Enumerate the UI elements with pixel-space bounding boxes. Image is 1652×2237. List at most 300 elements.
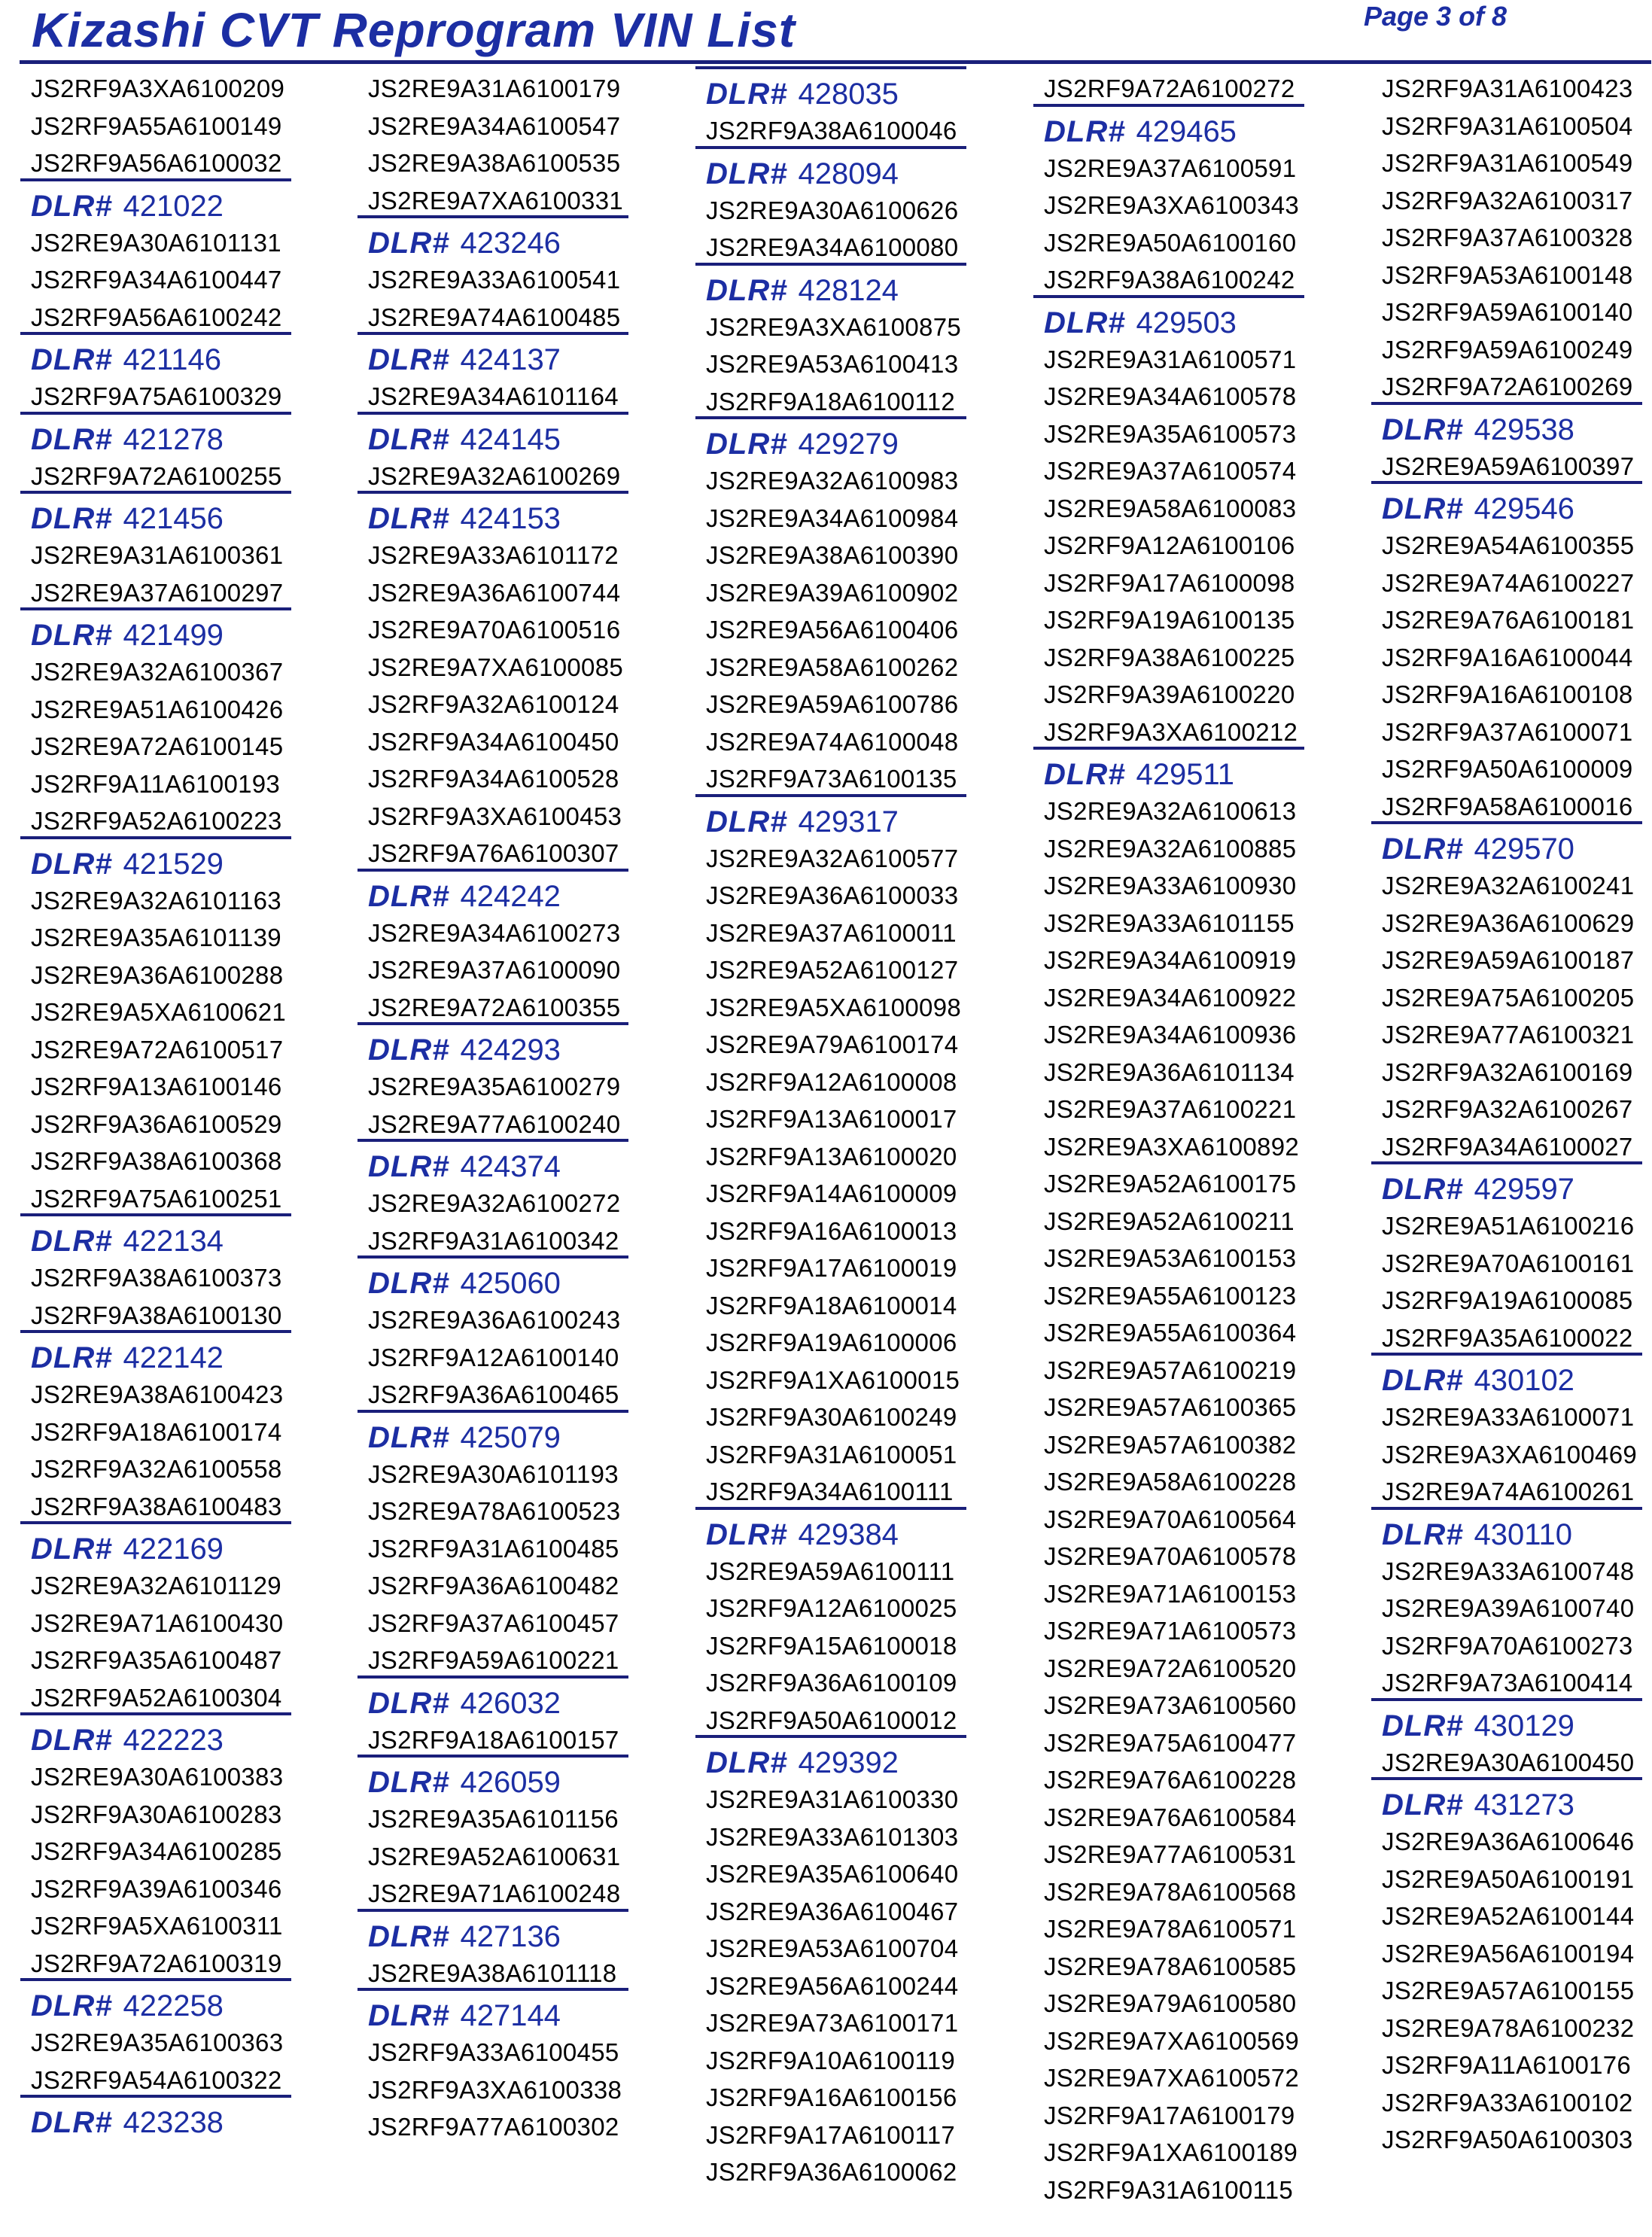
vin-entry: JS2RE9A32A6101129 <box>31 1572 281 1599</box>
vin-entry: JS2RF9A36A6100529 <box>31 1109 282 1138</box>
vin-entry: JS2RE9A33A6101155 <box>1044 908 1295 937</box>
dealer-number: 421022 <box>123 189 224 223</box>
dealer-label: DLR# <box>368 1999 450 2032</box>
vin-entry: JS2RF9A56A6100242 <box>31 303 282 331</box>
dealer-heading <box>20 1220 321 1262</box>
dealer-number: 429538 <box>1474 412 1574 446</box>
dealer-number: 421278 <box>123 422 224 456</box>
dealer-divider <box>1371 481 1642 484</box>
vin-entry: JS2RF9A55A6100149 <box>31 111 282 140</box>
vin-entry: JS2RF9A38A6100368 <box>31 1147 282 1175</box>
vin-entry: JS2RE9A38A6100390 <box>706 541 959 569</box>
vin-entry: JS2RE9A36A6100243 <box>368 1306 621 1334</box>
vin-entry: JS2RF9A54A6100322 <box>31 2065 282 2094</box>
dealer-label: DLR# <box>1382 1517 1464 1551</box>
vin-entry: JS2RE9A35A6101139 <box>31 924 281 951</box>
dealer-label: DLR# <box>1382 1709 1464 1742</box>
vin-entry: JS2RE9A33A6100748 <box>1382 1557 1635 1585</box>
vin-entry: JS2RE9A34A6100919 <box>1044 946 1297 974</box>
vin-entry: JS2RF9A31A6100423 <box>1382 75 1633 102</box>
vin-entry: JS2RE9A36A6100629 <box>1382 908 1635 937</box>
vin-entry: JS2RE9A39A6100902 <box>706 578 959 607</box>
dealer-divider <box>20 1521 291 1524</box>
vin-entry: JS2RF9A38A6100373 <box>31 1264 282 1292</box>
dealer-label: DLR# <box>706 78 788 111</box>
vin-entry: JS2RF9A34A6100447 <box>31 266 282 294</box>
vin-entry: JS2RE9A52A6100631 <box>368 1842 621 1870</box>
vin-entry: JS2RE9A52A6100175 <box>1044 1170 1297 1198</box>
dealer-number: 422258 <box>123 1989 224 2022</box>
vin-entry: JS2RE9A78A6100568 <box>1044 1877 1297 1906</box>
dealer-label: DLR# <box>368 227 450 260</box>
vin-entry: JS2RF9A16A6100044 <box>1382 643 1633 671</box>
vin-entry: JS2RF9A52A6100223 <box>31 807 282 835</box>
vin-entry: JS2RF9A36A6100109 <box>706 1669 957 1697</box>
vin-entry: JS2RF9A70A6100273 <box>1382 1631 1633 1660</box>
vin-entry: JS2RE9A32A6100367 <box>31 658 284 686</box>
vin-entry: JS2RE9A32A6100577 <box>706 844 959 872</box>
dealer-number: 424145 <box>460 422 561 456</box>
dealer-heading <box>357 339 658 381</box>
dealer-number: 426032 <box>460 1686 561 1720</box>
vin-entry: JS2RE9A55A6100364 <box>1044 1319 1297 1347</box>
vin-entry: JS2RE9A39A6100740 <box>1382 1594 1635 1622</box>
vin-entry: JS2RF9A58A6100016 <box>1382 792 1633 820</box>
vin-entry: JS2RE9A31A6100179 <box>368 75 621 102</box>
dealer-number: 429511 <box>1136 758 1234 791</box>
vin-entry: JS2RF9A34A6100111 <box>706 1478 954 1505</box>
vin-entry: JS2RE9A3XA6100469 <box>1382 1440 1638 1469</box>
vin-entry: JS2RE9A76A6100181 <box>1382 606 1635 634</box>
dealer-number: 430110 <box>1474 1517 1572 1551</box>
dealer-divider <box>20 607 291 610</box>
vin-entry: JS2RE9A78A6100232 <box>1382 2013 1635 2042</box>
vin-entry: JS2RE9A76A6100584 <box>1044 1803 1297 1831</box>
vin-entry: JS2RE9A38A6100535 <box>368 149 621 177</box>
dealer-heading <box>357 1916 658 1958</box>
vin-entry: JS2RF9A19A6100006 <box>706 1329 957 1356</box>
dealer-label: DLR# <box>1382 492 1464 525</box>
dealer-number: 430102 <box>1474 1364 1574 1397</box>
dealer-label: DLR# <box>31 502 113 535</box>
dealer-divider <box>357 215 628 218</box>
dealer-label: DLR# <box>31 2106 113 2139</box>
vin-entry: JS2RE9A70A6100578 <box>1044 1542 1297 1570</box>
vin-entry: JS2RE9A58A6100262 <box>706 653 959 681</box>
vin-entry: JS2RE9A79A6100580 <box>1044 1989 1297 2017</box>
dealer-label: DLR# <box>31 189 113 223</box>
dealer-heading <box>1371 1784 1652 1826</box>
dealer-divider <box>357 1022 628 1025</box>
vin-entry: JS2RF9A39A6100346 <box>31 1874 282 1903</box>
vin-entry: JS2RF9A30A6100249 <box>706 1403 957 1431</box>
vin-entry: JS2RE9A37A6100591 <box>1044 154 1297 182</box>
dealer-divider <box>357 1988 628 1991</box>
vin-entry: JS2RF9A19A6100085 <box>1382 1286 1633 1314</box>
dealer-number: 428035 <box>798 78 899 111</box>
dealer-heading <box>695 269 996 312</box>
vin-entry: JS2RF9A18A6100174 <box>31 1417 282 1446</box>
vin-entry: JS2RF9A34A6100528 <box>368 765 619 793</box>
vin-entry: JS2RE9A34A6100080 <box>706 233 959 261</box>
vin-entry: JS2RE9A59A6100111 <box>706 1557 955 1585</box>
vin-entry: JS2RF9A38A6100483 <box>31 1492 282 1520</box>
dealer-number: 426059 <box>460 1766 561 1799</box>
dealer-divider <box>695 416 966 419</box>
vin-entry: JS2RF9A33A6100455 <box>368 2038 619 2066</box>
dealer-divider <box>695 1507 966 1510</box>
dealer-divider <box>357 1139 628 1142</box>
dealer-heading <box>1033 111 1334 153</box>
dealer-label: DLR# <box>368 343 450 376</box>
dealer-heading <box>1033 302 1334 344</box>
vin-entry: JS2RF9A13A6100020 <box>706 1142 957 1170</box>
dealer-label: DLR# <box>368 1919 450 1953</box>
vin-entry: JS2RF9A33A6100102 <box>1382 2088 1633 2117</box>
vin-entry: JS2RE9A73A6100171 <box>706 2009 959 2037</box>
dealer-divider <box>695 66 966 69</box>
vin-entry: JS2RF9A38A6100130 <box>31 1301 282 1329</box>
dealer-label: DLR# <box>368 1267 450 1300</box>
dealer-label: DLR# <box>1382 1364 1464 1397</box>
vin-entry: JS2RE9A78A6100585 <box>1044 1952 1297 1980</box>
vin-entry: JS2RF9A38A6100046 <box>706 117 957 145</box>
dealer-divider <box>357 332 628 335</box>
dealer-divider <box>20 332 291 335</box>
dealer-heading <box>357 418 658 461</box>
dealer-heading <box>695 801 996 843</box>
vin-entry: JS2RF9A18A6100014 <box>706 1291 957 1319</box>
dealer-label: DLR# <box>368 502 450 535</box>
vin-entry: JS2RE9A70A6100564 <box>1044 1505 1297 1533</box>
dealer-number: 421499 <box>123 619 224 652</box>
vin-entry: JS2RE9A77A6100321 <box>1382 1021 1635 1048</box>
dealer-divider <box>20 1213 291 1216</box>
vin-entry: JS2RE9A36A6100744 <box>368 578 621 607</box>
vin-entry: JS2RE9A30A6100383 <box>31 1763 284 1791</box>
vin-entry: JS2RE9A37A6100574 <box>1044 457 1297 485</box>
vin-entry: JS2RE9A38A6101118 <box>368 1959 617 1987</box>
dealer-heading <box>695 1514 996 1556</box>
vin-entry: JS2RE9A32A6100983 <box>706 467 959 495</box>
vin-entry: JS2RE9A34A6100273 <box>368 918 621 947</box>
vin-entry: JS2RF9A12A6100106 <box>1044 531 1295 559</box>
dealer-heading <box>20 418 321 461</box>
dealer-divider <box>695 263 966 266</box>
vin-entry: JS2RE9A59A6100187 <box>1382 946 1635 974</box>
dealer-label: DLR# <box>368 1033 450 1067</box>
dealer-number: 421456 <box>123 502 224 535</box>
vin-entry: JS2RF9A31A6100342 <box>368 1226 619 1255</box>
vin-entry: JS2RE9A7XA6100085 <box>368 653 624 681</box>
vin-entry: JS2RE9A50A6100191 <box>1382 1864 1635 1893</box>
dealer-divider <box>20 1978 291 1981</box>
vin-entry: JS2RF9A53A6100148 <box>1382 260 1633 289</box>
vin-entry: JS2RE9A5XA6100621 <box>31 998 287 1026</box>
dealer-label: DLR# <box>368 1766 450 1799</box>
dealer-label: DLR# <box>31 1724 113 1757</box>
dealer-heading <box>20 1985 321 2027</box>
vin-entry: JS2RE9A7XA6100331 <box>368 186 624 215</box>
vin-entry: JS2RE9A52A6100211 <box>1044 1207 1295 1235</box>
vin-entry: JS2RE9A36A6101134 <box>1044 1058 1295 1086</box>
vin-entry: JS2RE9A74A6100048 <box>706 727 959 756</box>
dealer-heading <box>357 875 658 918</box>
vin-entry: JS2RF9A76A6100307 <box>368 839 619 867</box>
dealer-label: DLR# <box>1044 758 1126 791</box>
vin-entry: JS2RF9A38A6100242 <box>1044 266 1295 294</box>
dealer-divider <box>1371 1777 1642 1780</box>
dealer-number: 422134 <box>123 1225 224 1258</box>
vin-entry: JS2RF9A59A6100140 <box>1382 298 1633 326</box>
dealer-number: 422142 <box>123 1341 224 1374</box>
dealer-label: DLR# <box>706 157 788 190</box>
dealer-divider <box>357 1410 628 1413</box>
dealer-label: DLR# <box>368 422 450 456</box>
vin-entry: JS2RE9A56A6100244 <box>706 1971 959 2000</box>
vin-entry: JS2RF9A17A6100098 <box>1044 568 1295 597</box>
dealer-divider <box>1371 1507 1642 1510</box>
vin-entry: JS2RF9A11A6100176 <box>1382 2051 1632 2079</box>
vin-entry: JS2RE9A34A6100578 <box>1044 382 1297 410</box>
dealer-heading <box>357 222 658 264</box>
dealer-number: 422169 <box>123 1532 224 1566</box>
vin-entry: JS2RE9A56A6100406 <box>706 616 959 644</box>
vin-entry: JS2RE9A52A6100144 <box>1382 1902 1635 1930</box>
vin-entry: JS2RF9A11A6100193 <box>31 769 281 798</box>
title-underline <box>20 60 1651 64</box>
vin-entry: JS2RE9A57A6100365 <box>1044 1393 1297 1421</box>
vin-entry: JS2RE9A53A6100153 <box>1044 1244 1297 1272</box>
vin-entry: JS2RE9A30A6101193 <box>368 1459 619 1488</box>
vin-entry: JS2RE9A71A6100153 <box>1044 1579 1297 1608</box>
vin-entry: JS2RE9A78A6100571 <box>1044 1915 1297 1943</box>
vin-entry: JS2RF9A18A6100112 <box>706 387 956 415</box>
vin-entry: JS2RE9A78A6100523 <box>368 1497 621 1525</box>
vin-entry: JS2RE9A32A6100885 <box>1044 834 1297 863</box>
vin-entry: JS2RF9A31A6100485 <box>368 1534 619 1563</box>
vin-entry: JS2RF9A38A6100225 <box>1044 643 1295 671</box>
dealer-divider <box>1033 295 1304 298</box>
vin-entry: JS2RE9A32A6100241 <box>1382 872 1635 899</box>
dealer-heading <box>357 1146 658 1188</box>
dealer-heading <box>357 1761 658 1803</box>
vin-entry: JS2RE9A35A6100573 <box>1044 419 1297 448</box>
dealer-number: 428094 <box>798 157 899 190</box>
vin-entry: JS2RE9A59A6100397 <box>1382 452 1635 480</box>
vin-entry: JS2RF9A16A6100156 <box>706 2083 957 2111</box>
vin-entry: JS2RF9A36A6100465 <box>368 1380 619 1408</box>
vin-entry: JS2RE9A58A6100083 <box>1044 494 1297 522</box>
page-number: Page 3 of 8 <box>1364 1 1507 32</box>
vin-entry: JS2RF9A75A6100329 <box>31 382 282 410</box>
vin-entry: JS2RE9A35A6100640 <box>706 1860 959 1888</box>
dealer-number: 423246 <box>460 227 561 260</box>
vin-entry: JS2RF9A17A6100019 <box>706 1254 957 1282</box>
vin-entry: JS2RE9A72A6100355 <box>368 993 621 1021</box>
dealer-heading <box>1371 1168 1652 1210</box>
dealer-heading <box>1371 828 1652 870</box>
vin-entry: JS2RF9A31A6100504 <box>1382 111 1633 140</box>
vin-entry: JS2RF9A12A6100008 <box>706 1067 957 1096</box>
dealer-heading <box>357 1029 658 1071</box>
vin-entry: JS2RF9A15A6100018 <box>706 1631 957 1660</box>
vin-entry: JS2RE9A36A6100467 <box>706 1897 959 1925</box>
vin-entry: JS2RE9A50A6100160 <box>1044 228 1297 257</box>
dealer-number: 429317 <box>798 805 899 838</box>
dealer-number: 421146 <box>123 343 221 376</box>
dealer-number: 429570 <box>1474 832 1574 866</box>
dealer-label: DLR# <box>368 1420 450 1454</box>
vin-entry: JS2RF9A72A6100319 <box>31 1949 282 1977</box>
vin-entry: JS2RF9A37A6100457 <box>368 1609 619 1637</box>
dealer-label: DLR# <box>368 1150 450 1183</box>
dealer-divider <box>357 1755 628 1758</box>
dealer-number: 423238 <box>123 2106 224 2139</box>
dealer-number: 431273 <box>1474 1788 1574 1822</box>
dealer-number: 427144 <box>460 1999 561 2032</box>
vin-entry: JS2RF9A37A6100328 <box>1382 224 1633 251</box>
dealer-label: DLR# <box>31 619 113 652</box>
vin-entry: JS2RE9A74A6100261 <box>1382 1478 1635 1505</box>
vin-entry: JS2RE9A57A6100382 <box>1044 1430 1297 1459</box>
dealer-number: 424153 <box>460 502 561 535</box>
vin-entry: JS2RF9A13A6100017 <box>706 1105 957 1133</box>
dealer-number: 430129 <box>1474 1709 1574 1742</box>
vin-entry: JS2RE9A59A6100786 <box>706 690 959 718</box>
dealer-label: DLR# <box>1044 306 1126 339</box>
dealer-number: 428124 <box>798 273 899 307</box>
vin-entry: JS2RE9A34A6100547 <box>368 111 621 140</box>
dealer-number: 429279 <box>798 428 899 461</box>
dealer-divider <box>20 1330 291 1333</box>
vin-entry: JS2RE9A34A6100936 <box>1044 1021 1297 1048</box>
dealer-number: 427136 <box>460 1919 561 1953</box>
dealer-label: DLR# <box>706 273 788 307</box>
vin-entry: JS2RE9A32A6101163 <box>31 886 281 915</box>
vin-entry: JS2RE9A34A6100984 <box>706 504 959 532</box>
dealer-label: DLR# <box>31 343 113 376</box>
dealer-label: DLR# <box>368 879 450 913</box>
vin-entry: JS2RE9A31A6100571 <box>1044 345 1297 373</box>
dealer-number: 424293 <box>460 1033 561 1067</box>
vin-entry: JS2RE9A70A6100161 <box>1382 1249 1635 1277</box>
dealer-divider <box>1371 402 1642 405</box>
dealer-heading <box>695 423 996 465</box>
dealer-divider <box>20 412 291 415</box>
vin-entry: JS2RF9A72A6100272 <box>1044 75 1295 102</box>
vin-entry: JS2RE9A3XA6100892 <box>1044 1132 1300 1161</box>
vin-entry: JS2RE9A71A6100573 <box>1044 1617 1297 1645</box>
vin-entry: JS2RF9A31A6100549 <box>1382 149 1633 177</box>
vin-entry: JS2RF9A3XA6100453 <box>368 802 622 830</box>
dealer-divider <box>20 491 291 494</box>
vin-entry: JS2RF9A72A6100269 <box>1382 373 1633 400</box>
dealer-number: 424137 <box>460 343 561 376</box>
dealer-divider <box>357 412 628 415</box>
vin-entry: JS2RE9A31A6100361 <box>31 541 284 569</box>
vin-entry: JS2RE9A32A6100613 <box>1044 797 1297 825</box>
vin-entry: JS2RE9A51A6100426 <box>31 695 284 723</box>
vin-entry: JS2RF9A59A6100249 <box>1382 335 1633 364</box>
dealer-label: DLR# <box>31 1532 113 1566</box>
dealer-label: DLR# <box>368 1686 450 1720</box>
dealer-number: 429546 <box>1474 492 1574 525</box>
vin-entry: JS2RF9A32A6100169 <box>1382 1058 1633 1086</box>
dealer-divider <box>20 836 291 839</box>
dealer-divider <box>1033 747 1304 750</box>
vin-entry: JS2RE9A72A6100145 <box>31 732 284 760</box>
dealer-heading <box>1371 1705 1652 1747</box>
dealer-label: DLR# <box>706 428 788 461</box>
dealer-divider <box>1371 1353 1642 1356</box>
dealer-heading <box>1033 753 1334 796</box>
vin-entry: JS2RF9A73A6100414 <box>1382 1669 1633 1697</box>
vin-entry: JS2RE9A33A6101172 <box>368 541 619 569</box>
dealer-divider <box>20 178 291 181</box>
vin-entry: JS2RF9A12A6100025 <box>706 1594 957 1622</box>
vin-entry: JS2RE9A7XA6100572 <box>1044 2064 1300 2092</box>
vin-entry: JS2RF9A35A6100487 <box>31 1646 282 1674</box>
vin-entry: JS2RE9A70A6100516 <box>368 616 621 644</box>
vin-entry: JS2RE9A35A6101156 <box>368 1805 619 1833</box>
vin-entry: JS2RF9A12A6100140 <box>368 1343 619 1371</box>
vin-entry: JS2RF9A50A6100012 <box>706 1706 957 1734</box>
dealer-heading <box>357 1417 658 1459</box>
vin-entry: JS2RE9A31A6100330 <box>706 1785 959 1813</box>
dealer-heading <box>20 2102 321 2144</box>
vin-entry: JS2RE9A3XA6100343 <box>1044 191 1300 219</box>
dealer-label: DLR# <box>1044 114 1126 148</box>
vin-entry: JS2RE9A71A6100248 <box>368 1879 621 1907</box>
dealer-label: DLR# <box>1382 1788 1464 1822</box>
vin-entry: JS2RF9A13A6100146 <box>31 1073 282 1100</box>
dealer-divider <box>20 1712 291 1715</box>
vin-entry: JS2RE9A73A6100560 <box>1044 1691 1297 1719</box>
vin-entry: JS2RF9A31A6100051 <box>706 1440 957 1469</box>
dealer-number: 429465 <box>1136 114 1237 148</box>
dealer-divider <box>1371 1161 1642 1164</box>
dealer-heading <box>20 1719 321 1761</box>
vin-entry: JS2RF9A19A6100135 <box>1044 606 1295 634</box>
page-title: Kizashi CVT Reprogram VIN List <box>32 3 796 57</box>
vin-entry: JS2RE9A33A6100930 <box>1044 872 1297 899</box>
vin-entry: JS2RE9A55A6100123 <box>1044 1281 1297 1310</box>
dealer-label: DLR# <box>1382 412 1464 446</box>
vin-entry: JS2RF9A30A6100283 <box>31 1800 282 1828</box>
vin-entry: JS2RE9A35A6100279 <box>368 1073 621 1100</box>
vin-entry: JS2RF9A75A6100251 <box>31 1184 282 1213</box>
vin-entry: JS2RF9A3XA6100209 <box>31 75 285 102</box>
vin-entry: JS2RE9A37A6100297 <box>31 578 284 607</box>
dealer-divider <box>357 491 628 494</box>
vin-entry: JS2RE9A51A6100216 <box>1382 1212 1635 1240</box>
dealer-divider <box>695 794 966 797</box>
vin-entry: JS2RF9A1XA6100015 <box>706 1365 960 1394</box>
dealer-divider <box>695 146 966 149</box>
dealer-label: DLR# <box>706 1517 788 1551</box>
vin-entry: JS2RF9A10A6100119 <box>706 2046 956 2074</box>
vin-entry: JS2RF9A37A6100071 <box>1382 717 1633 746</box>
vin-entry: JS2RF9A34A6100027 <box>1382 1132 1633 1161</box>
dealer-heading <box>20 498 321 540</box>
vin-entry: JS2RE9A53A6100704 <box>706 1934 959 1962</box>
vin-entry: JS2RF9A16A6100108 <box>1382 680 1633 708</box>
dealer-number: 424242 <box>460 879 561 913</box>
vin-entry: JS2RF9A5XA6100311 <box>31 1912 283 1940</box>
dealer-label: DLR# <box>706 805 788 838</box>
vin-entry: JS2RF9A34A6100450 <box>368 727 619 756</box>
